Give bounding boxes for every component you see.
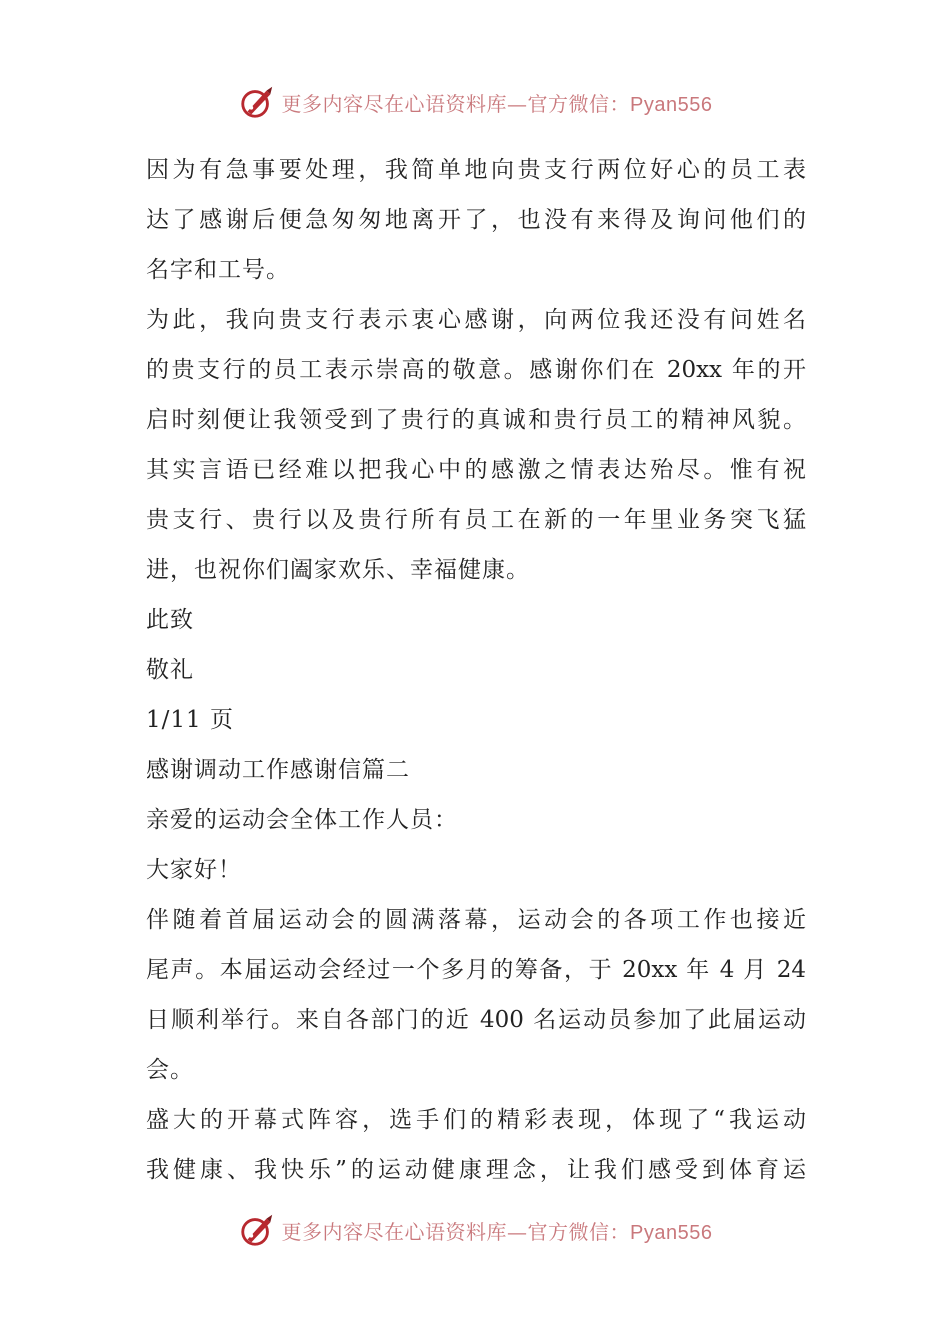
text-line: 名字和工号。 <box>146 257 290 283</box>
closing-salutation: 此致 <box>146 607 194 633</box>
text-line: 启时刻便让我领受到了贵行的真诚和贵行员工的精神风貌。 <box>146 407 806 433</box>
text-line: 我健康、我快乐”的运动健康理念，让我们感受到体育运 <box>146 1157 806 1183</box>
footer-banner-content <box>238 1211 713 1249</box>
text-line: 贵支行、贵行以及贵行所有员工在新的一年里业务突飞猛 <box>146 507 806 533</box>
banner-text <box>282 1216 713 1245</box>
text-line: 因为有急事要处理，我简单地向贵支行两位好心的员工表 <box>146 157 806 183</box>
pen-nib-circle-icon <box>238 83 276 121</box>
text-line: 会。 <box>146 1057 194 1083</box>
text-line: 为此，我向贵支行表示衷心感谢，向两位我还没有问姓名 <box>146 307 806 333</box>
text-line: 日顺利举行。来自各部门的近 400 名运动员参加了此届运动 <box>146 1007 806 1033</box>
page-number: 1/11 页 <box>146 707 234 733</box>
header-banner-content <box>238 83 713 121</box>
text-line: 伴随着首届运动会的圆满落幕，运动会的各项工作也接近 <box>146 907 806 933</box>
footer-banner <box>0 1208 950 1252</box>
text-line: 其实言语已经难以把我心中的感激之情表达殆尽。惟有祝 <box>146 457 806 483</box>
banner-slogan: 更多内容尽在心语资料库—官方微信： <box>281 91 631 116</box>
banner-wechat-id: Pyan556 <box>630 93 713 116</box>
text-line: 达了感谢后便急匆匆地离开了，也没有来得及询问他们的 <box>146 207 806 233</box>
document-body <box>146 145 806 1195</box>
text-line: 盛大的开幕式阵容，选手们的精彩表现，体现了“我运动 <box>146 1107 806 1133</box>
banner-text <box>282 88 713 117</box>
text-line: 的贵支行的员工表示崇高的敬意。感谢你们在 20xx 年的开 <box>146 357 806 383</box>
banner-wechat-id: Pyan556 <box>630 1221 713 1244</box>
letter-greeting: 亲爱的运动会全体工作人员： <box>146 807 458 833</box>
letter-hello: 大家好！ <box>146 857 242 883</box>
text-line: 尾声。本届运动会经过一个多月的筹备，于 20xx 年 4 月 24 <box>146 957 806 983</box>
pen-nib-circle-icon <box>238 1211 276 1249</box>
section-title: 感谢调动工作感谢信篇二 <box>146 757 410 783</box>
header-banner <box>0 80 950 124</box>
text-line: 进，也祝你们阖家欢乐、幸福健康。 <box>146 557 530 583</box>
closing-regards: 敬礼 <box>146 657 194 683</box>
banner-slogan: 更多内容尽在心语资料库—官方微信： <box>281 1219 631 1244</box>
